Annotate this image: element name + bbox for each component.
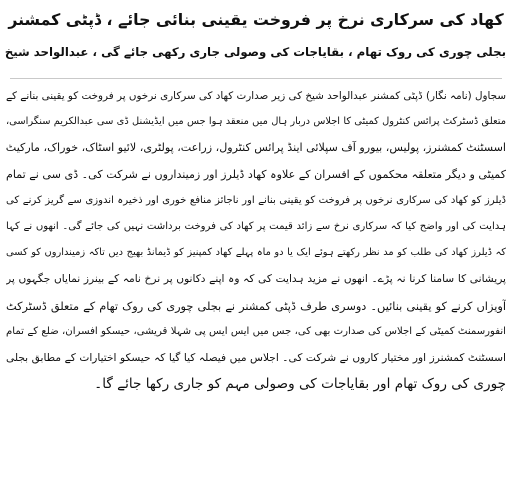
body-line: متعلق ڈسٹرکٹ پرائس کنٹرول کمیٹی کا اجلاس دربار ہال میں منعقد ہوا جس میں ایڈیشنل ڈی سی عبدالکریم سنگراسی، — [6, 116, 506, 128]
headline-divider — [10, 78, 502, 79]
body-line: آویزاں کرنے کو یقینی بنائیں۔ دوسری طرف ڈپٹی کمشنر نے بجلی چوری کی روک تھام کے متعلق ڈسٹرکٹ — [6, 298, 506, 313]
news-article — [6, 4, 506, 499]
headline-primary: کھاد کی سرکاری نرخ پر فروخت یقینی بنائی جائے ، ڈپٹی کمشنر — [8, 10, 504, 29]
body-line: انفورسمنٹ کمیٹی کے اجلاس کی صدارت بھی کی، جس میں ایس ایس پی شہلا قریشی، حیسکو افسران، ضلع کے تمام — [6, 325, 506, 337]
body-line-last: چوری کی روک تھام اور بقایاجات کی وصولی مہم کو جاری رکھا جائے گا۔ — [94, 376, 506, 393]
body-line: ہدایت کی اور واضح کیا کہ سرکاری نرخ سے زائد قیمت پر کھاد کی فروخت برداشت نہیں کی جائے گی۔ انھوں نے کہا — [6, 221, 506, 233]
body-line: ڈیلرز کو کھاد کی سرکاری نرخوں پر فروخت کو یقینی بنانے اور ناجائز منافع خوری اور ذخیرہ اندوزی سے گریز کرنے کی — [6, 194, 506, 206]
body-line: اسسٹنٹ کمشنرز اور مختیار کاروں نے شرکت کی۔ اجلاس میں فیصلہ کیا گیا کہ حیسکو اختیارات کے مطابق بجلی — [6, 352, 506, 365]
body-line: اسسٹنٹ کمشنرز، پولیس، بیورو آف سپلائی اینڈ پرائس کنٹرول، زراعت، پولٹری، لائیو اسٹاک، خوراک، مارکیٹ — [6, 141, 506, 155]
body-line: سجاول (نامہ نگار) ڈپٹی کمشنر عبدالواحد شیخ کی زیر صدارت کھاد کی سرکاری نرخوں پر فروخت کو یقینی بنانے کے — [6, 90, 506, 102]
headline-secondary: بجلی چوری کی روک تھام ، بقایاجات کی وصولی جاری رکھی جائے گی ، عبدالواحد شیخ — [4, 45, 506, 59]
body-line: پریشانی کا سامنا کرنا نہ پڑے۔ انھوں نے مزید ہدایت کی کہ وہ اپنے دکانوں پر نرخ نامہ کے بینرز نمایاں جگہوں پر — [6, 273, 506, 286]
article-body — [6, 83, 506, 397]
body-line: کہ ڈیلرز کھاد کی طلب کو مد نظر رکھتے ہوئے ایک یا دو ماہ پہلے کھاد کمپنیز کو ڈیمانڈ بھیج دیں تاکہ زمینداروں کو کسی — [6, 247, 506, 259]
body-line: کمیٹی و دیگر متعلقہ محکموں کے افسران کے علاوہ کھاد ڈیلرز اور زمینداروں نے شرکت کی۔ ڈی سی نے تمام — [6, 167, 506, 181]
